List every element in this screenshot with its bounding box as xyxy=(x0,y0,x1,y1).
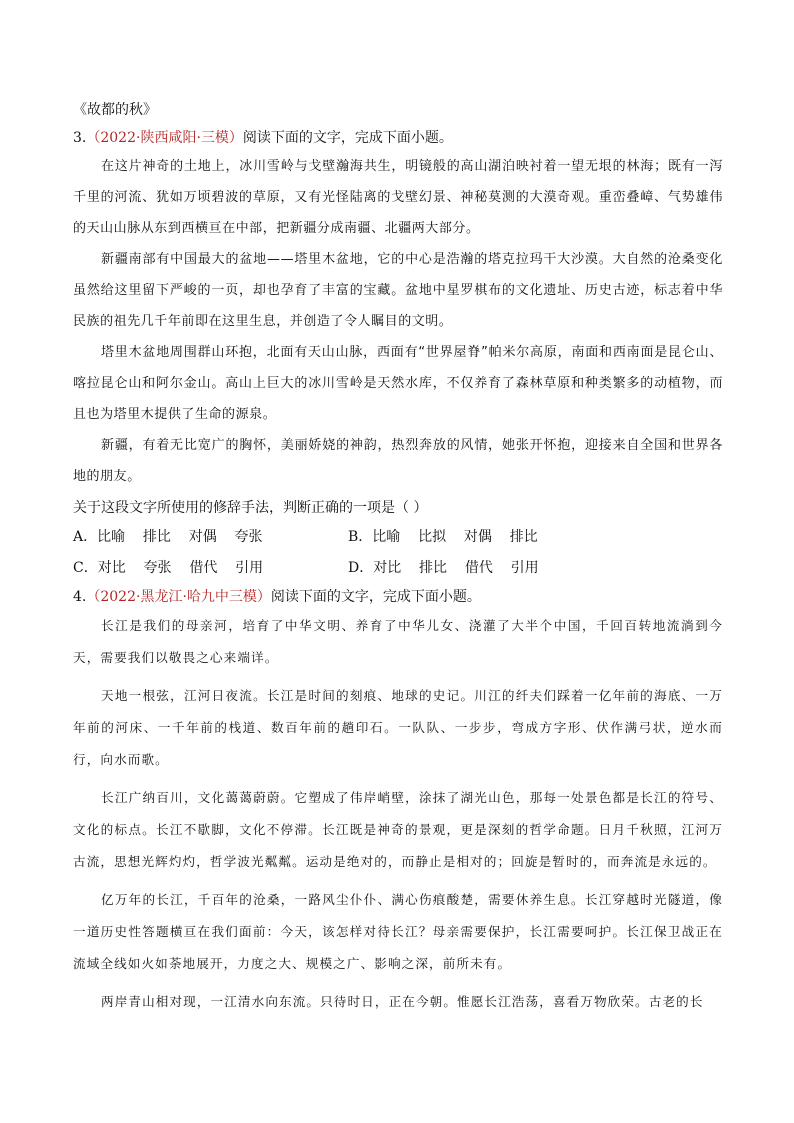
passage-paragraph: 长江广纳百川，文化蔼蔼蔚蔚。它塑成了伟岸峭壁，涂抹了湖光山色，那每一处景色都是长江的符号、文化的标点。长江不歇脚，文化不停滞。长江既是神奇的景观，更是深刻的哲学命题。日月千秋照，江河万古流，思想光辉灼灼，哲学波光粼粼。运动是绝对的，而静止是相对的；回旋是暂时的，而奔流是永远的。 xyxy=(73,790,723,869)
section-title: 《故都的秋》 xyxy=(73,102,157,118)
question-instruction: 阅读下面的文字，完成下面小题。 xyxy=(270,589,481,605)
passage-paragraph: 塔里木盆地周围群山环抱，北面有天山山脉，西面有“世界屋脊”帕米尔高原，南面和西南面是昆仑山、喀拉昆仑山和阿尔金山。高山上巨大的冰川雪岭是天然水库，不仅养育了森林草原和种类繁多的动植物，而且也为塔里木提供了生命的源泉。 xyxy=(73,345,723,422)
passage-xinjiang xyxy=(73,151,723,492)
passage-paragraph: 新疆南部有中国最大的盆地——塔里木盆地，它的中心是浩瀚的塔克拉玛干大沙漠。大自然的沧桑变化虽然给这里留下严峻的一页，却也孕育了丰富的宝藏。盆地中星罗棋布的文化遗址、历史古迹，标志着中华民族的祖先几千年前即在这里生息，并创造了令人瞩目的文明。 xyxy=(73,252,723,329)
question-3-header xyxy=(73,125,723,151)
option-a: A．比喻 排比 对偶 夸张 xyxy=(73,529,263,545)
passage-paragraph: 长江是我们的母亲河，培育了中华文明、养育了中华儿女、浇灌了大半个中国，千回百转地流淌到今天，需要我们以敬畏之心来端详。 xyxy=(73,618,723,665)
passage-paragraph: 亿万年的长江，千百年的沧桑，一路风尘仆仆、满心伤痕酸楚，需要休养生息。长江穿越时光隧道，像一道历史性答题横亘在我们面前：今天，该怎样对待长江？母亲需要保护，长江需要呵护。长江保卫战正在流域全线如火如荼地展开，力度之大、规模之广、影响之深，前所未有。 xyxy=(73,892,723,971)
passage-changjiang xyxy=(73,610,723,1018)
passage-paragraph: 两岸青山相对现，一江清水向东流。只待时日，正在今朝。惟愿长江浩荡，喜看万物欣荣。古老的长 xyxy=(101,994,704,1009)
document-page xyxy=(73,95,723,1018)
option-b: B．比喻 比拟 对偶 排比 xyxy=(348,529,538,545)
question-number: 4. xyxy=(73,589,87,605)
question-stem: 关于这段文字所使用的修辞手法，判断正确的一项是（ ） xyxy=(73,500,428,516)
question-source: （2022·陕西咸阳·三模） xyxy=(86,130,243,146)
question-number: 3. xyxy=(73,130,87,146)
passage-paragraph: 在这片神奇的土地上，冰川雪岭与戈壁瀚海共生，明镜般的高山湖泊映衬着一望无垠的林海；既有一泻千里的河流、犹如万顷碧波的草原，又有光怪陆离的戈壁幻景、神秘莫测的大漠奇观。重峦叠嶂、气势雄伟的天山山脉从东到西横亘在中部，把新疆分成南疆、北疆两大部分。 xyxy=(73,159,723,236)
passage-paragraph: 新疆，有着无比宽广的胸怀，美丽娇娆的神韵，热烈奔放的风情，她张开怀抱，迎接来自全国和世界各地的朋友。 xyxy=(73,438,723,484)
question-4-header xyxy=(73,584,723,610)
answer-options xyxy=(73,522,723,584)
question-instruction: 阅读下面的文字，完成下面小题。 xyxy=(242,130,453,146)
passage-paragraph: 天地一根弦，江河日夜流。长江是时间的刻痕、地球的史记。川江的纤夫们踩着一亿年前的海底、一万年前的河床、一千年前的栈道、数百年前的趟印石。一队队、一步步，弯成方字形、伏作满弓状，逆水而行，向水而歌。 xyxy=(73,688,723,767)
option-d: D．对比 排比 借代 引用 xyxy=(348,560,539,576)
option-c: C．对比 夸张 借代 引用 xyxy=(73,560,264,576)
question-source: （2022·黑龙江·哈九中三模） xyxy=(86,589,271,605)
